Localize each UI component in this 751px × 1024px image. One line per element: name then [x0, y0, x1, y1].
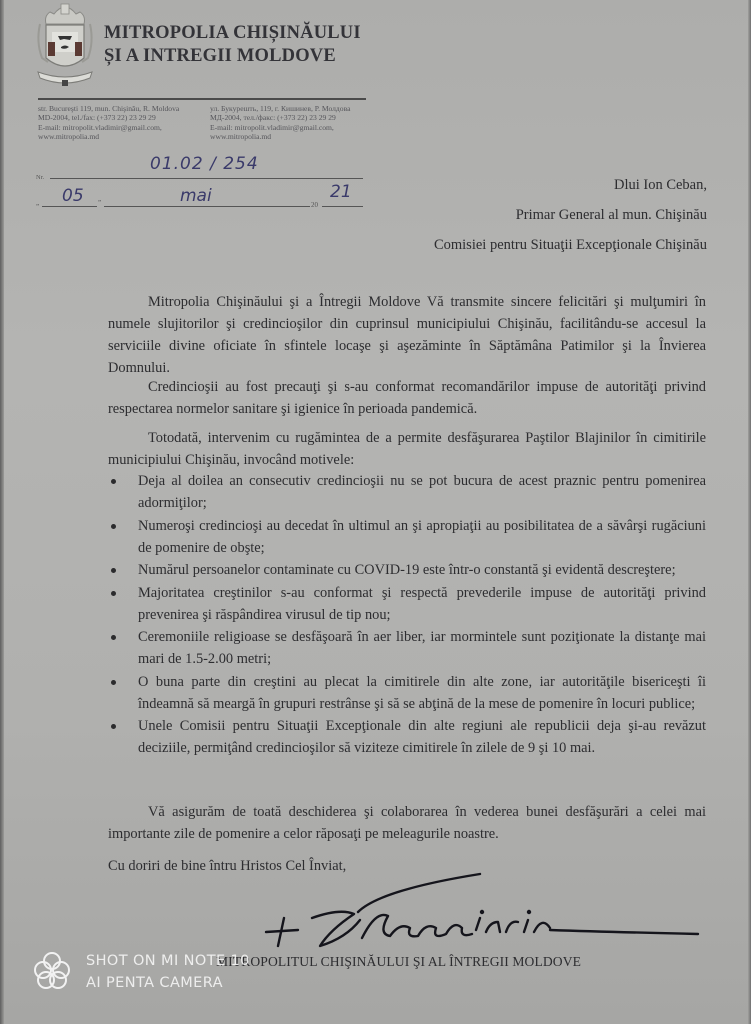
signatory-title: MITROPOLITUL CHIŞINĂULUI ŞI AL ÎNTREGII MOLDOVE [216, 954, 582, 969]
address-line: ул. Букурешть, 119, г. Кишинев, Р. Молдова [210, 104, 351, 113]
date-day: 05 [62, 186, 84, 206]
date-month: mai [180, 186, 212, 206]
address-email: E-mail: mitropolit.vladimir@gmail.com, [210, 122, 334, 132]
registration-number-line [50, 178, 363, 179]
camera-brand-flower-icon [32, 950, 72, 990]
reason-text: Numeroşi credincioşi au decedat în ultimul an şi apropiaţii au posibilitatea de a săvârşi rugăciuni de pomenire de obşte; [138, 517, 706, 556]
reason-item [108, 582, 706, 626]
reason-text: Numărul persoanelor contaminate cu COVID-19 este într-o constantă şi evidentă descreştere; [138, 562, 676, 578]
reason-item [108, 559, 706, 581]
closing-salutation: Cu doriri de bine întru Hristos Cel Înviat, [108, 858, 347, 874]
address-russian [210, 104, 350, 141]
paper-edge-left [0, 0, 4, 1024]
watermark-line2: AI PENTA CAMERA [86, 975, 223, 991]
registration-number-value: 01.02 / 254 [150, 154, 259, 174]
address-website: www.mitropolia.md [38, 131, 100, 141]
body-paragraph-3: Totodată, intervenim cu rugămintea de a permite desfăşurarea Paştilor Blajinilor în cimitirile municipiului Chişinău, invocând motivele: [108, 430, 706, 468]
addressee-commission: Comisiei pentru Situaţii Excepţionale Chişinău [433, 237, 707, 253]
bullet-icon [111, 524, 116, 529]
date-year: 21 [330, 182, 352, 202]
body-paragraph-4: Vă asigurăm de toată deschiderea şi colaborarea în vederea bunei desfăşurări a celei mai importante zile de pomenire a celor răposaţi pe meleagurile noastre. [108, 804, 706, 842]
reason-item [108, 671, 706, 715]
reason-text: Deja al doilea an consecutiv credincioşii nu se pot bucura de acest praznic pentru pomenirea adormiţilor; [138, 473, 706, 511]
organization-name [104, 22, 361, 68]
addressee-block [434, 170, 707, 260]
reason-item [108, 715, 706, 759]
organization-name-line2: ȘI A INTREGII MOLDOVE [104, 46, 336, 66]
reason-text: Majoritatea creştinilor s-au conformat şi respectă prevederile impuse de autorităţi privind prevenirea şi răspândirea virusul de tip nou; [138, 584, 706, 623]
bullet-icon [111, 479, 116, 484]
date-quote-close: ” [98, 199, 102, 207]
bullet-icon [111, 568, 116, 573]
body-paragraph-2: Credincioşii au fost precauţi şi s-au conformat recomandărilor impuse de autorităţi privind respectarea normelor sanitare şi igienice în perioada pandemică. [108, 379, 706, 417]
registration-number-label: Nr. [36, 174, 45, 181]
reason-item [108, 626, 706, 670]
date-month-line [104, 206, 310, 207]
address-romanian [38, 104, 179, 141]
address-line: МД-2004, тел./факс: (+373 22) 23 29 29 [210, 113, 336, 123]
bullet-icon [111, 680, 116, 685]
organization-name-line1: MITROPOLIA CHIȘINĂULUI [104, 23, 361, 43]
watermark-line1: SHOT ON MI NOTE 10 [86, 953, 250, 969]
address-email: E-mail: mitropolit.vladimir@gmail.com, [38, 122, 162, 132]
date-quote-open: „ [36, 199, 40, 207]
date-year-line [322, 206, 363, 207]
address-line: str. Bucureşti 119, mun. Chişinău, R. Moldova [38, 104, 180, 113]
reasons-list [108, 470, 706, 760]
addressee-title: Primar General al mun. Chişinău [515, 207, 707, 223]
reason-text: Ceremoniile religioase se desfăşoară în aer liber, iar mormintele sunt poziţionate la distanţe mai mari de 1.5-2.00 metri; [138, 629, 706, 667]
date-day-line [42, 206, 97, 207]
reason-text: O buna parte din creştini au plecat la cimitirele din alte zone, iar autorităţile bisericeşti îi îndeamnă să meargă în grupuri restrânse şi să se abţină de la mese de pomenire în locuri publice; [138, 673, 706, 712]
bullet-icon [111, 635, 116, 640]
date-year-prefix: 20 [311, 201, 318, 209]
coat-of-arms-icon [34, 2, 96, 88]
bullet-icon [111, 724, 116, 729]
letterhead-divider [38, 98, 366, 100]
reason-text: Unele Comisii pentru Situaţii Excepţionale din alte regiuni ale republicii deja şi-au revăzut deciziile, permiţând credincioşilor să viziteze cimitirele în zilele de 9 şi 10 mai. [138, 718, 706, 756]
handwritten-signature-icon [250, 872, 710, 952]
bullet-icon [111, 591, 116, 596]
reason-item [108, 470, 706, 514]
address-line: MD-2004, tel./fax: (+373 22) 23 29 29 [38, 113, 156, 123]
addressee-name: Dlui Ion Ceban, [613, 177, 707, 193]
camera-watermark [86, 950, 250, 994]
body-paragraph-1: Mitropolia Chişinăului şi a Întregii Moldove Vă transmite sincere felicitări şi mulţumiri în numele slujitorilor şi credincioşilor din cuprinsul municipiului Chişinău, facilitându-se accesul la serviciile divine oficiate în sfintele locaşe şi aşezăminte în Săptămâna Patimilor şi la Învierea Domnului. [108, 294, 706, 376]
address-website: www.mitropolia.md [210, 131, 272, 141]
reason-item [108, 515, 706, 559]
